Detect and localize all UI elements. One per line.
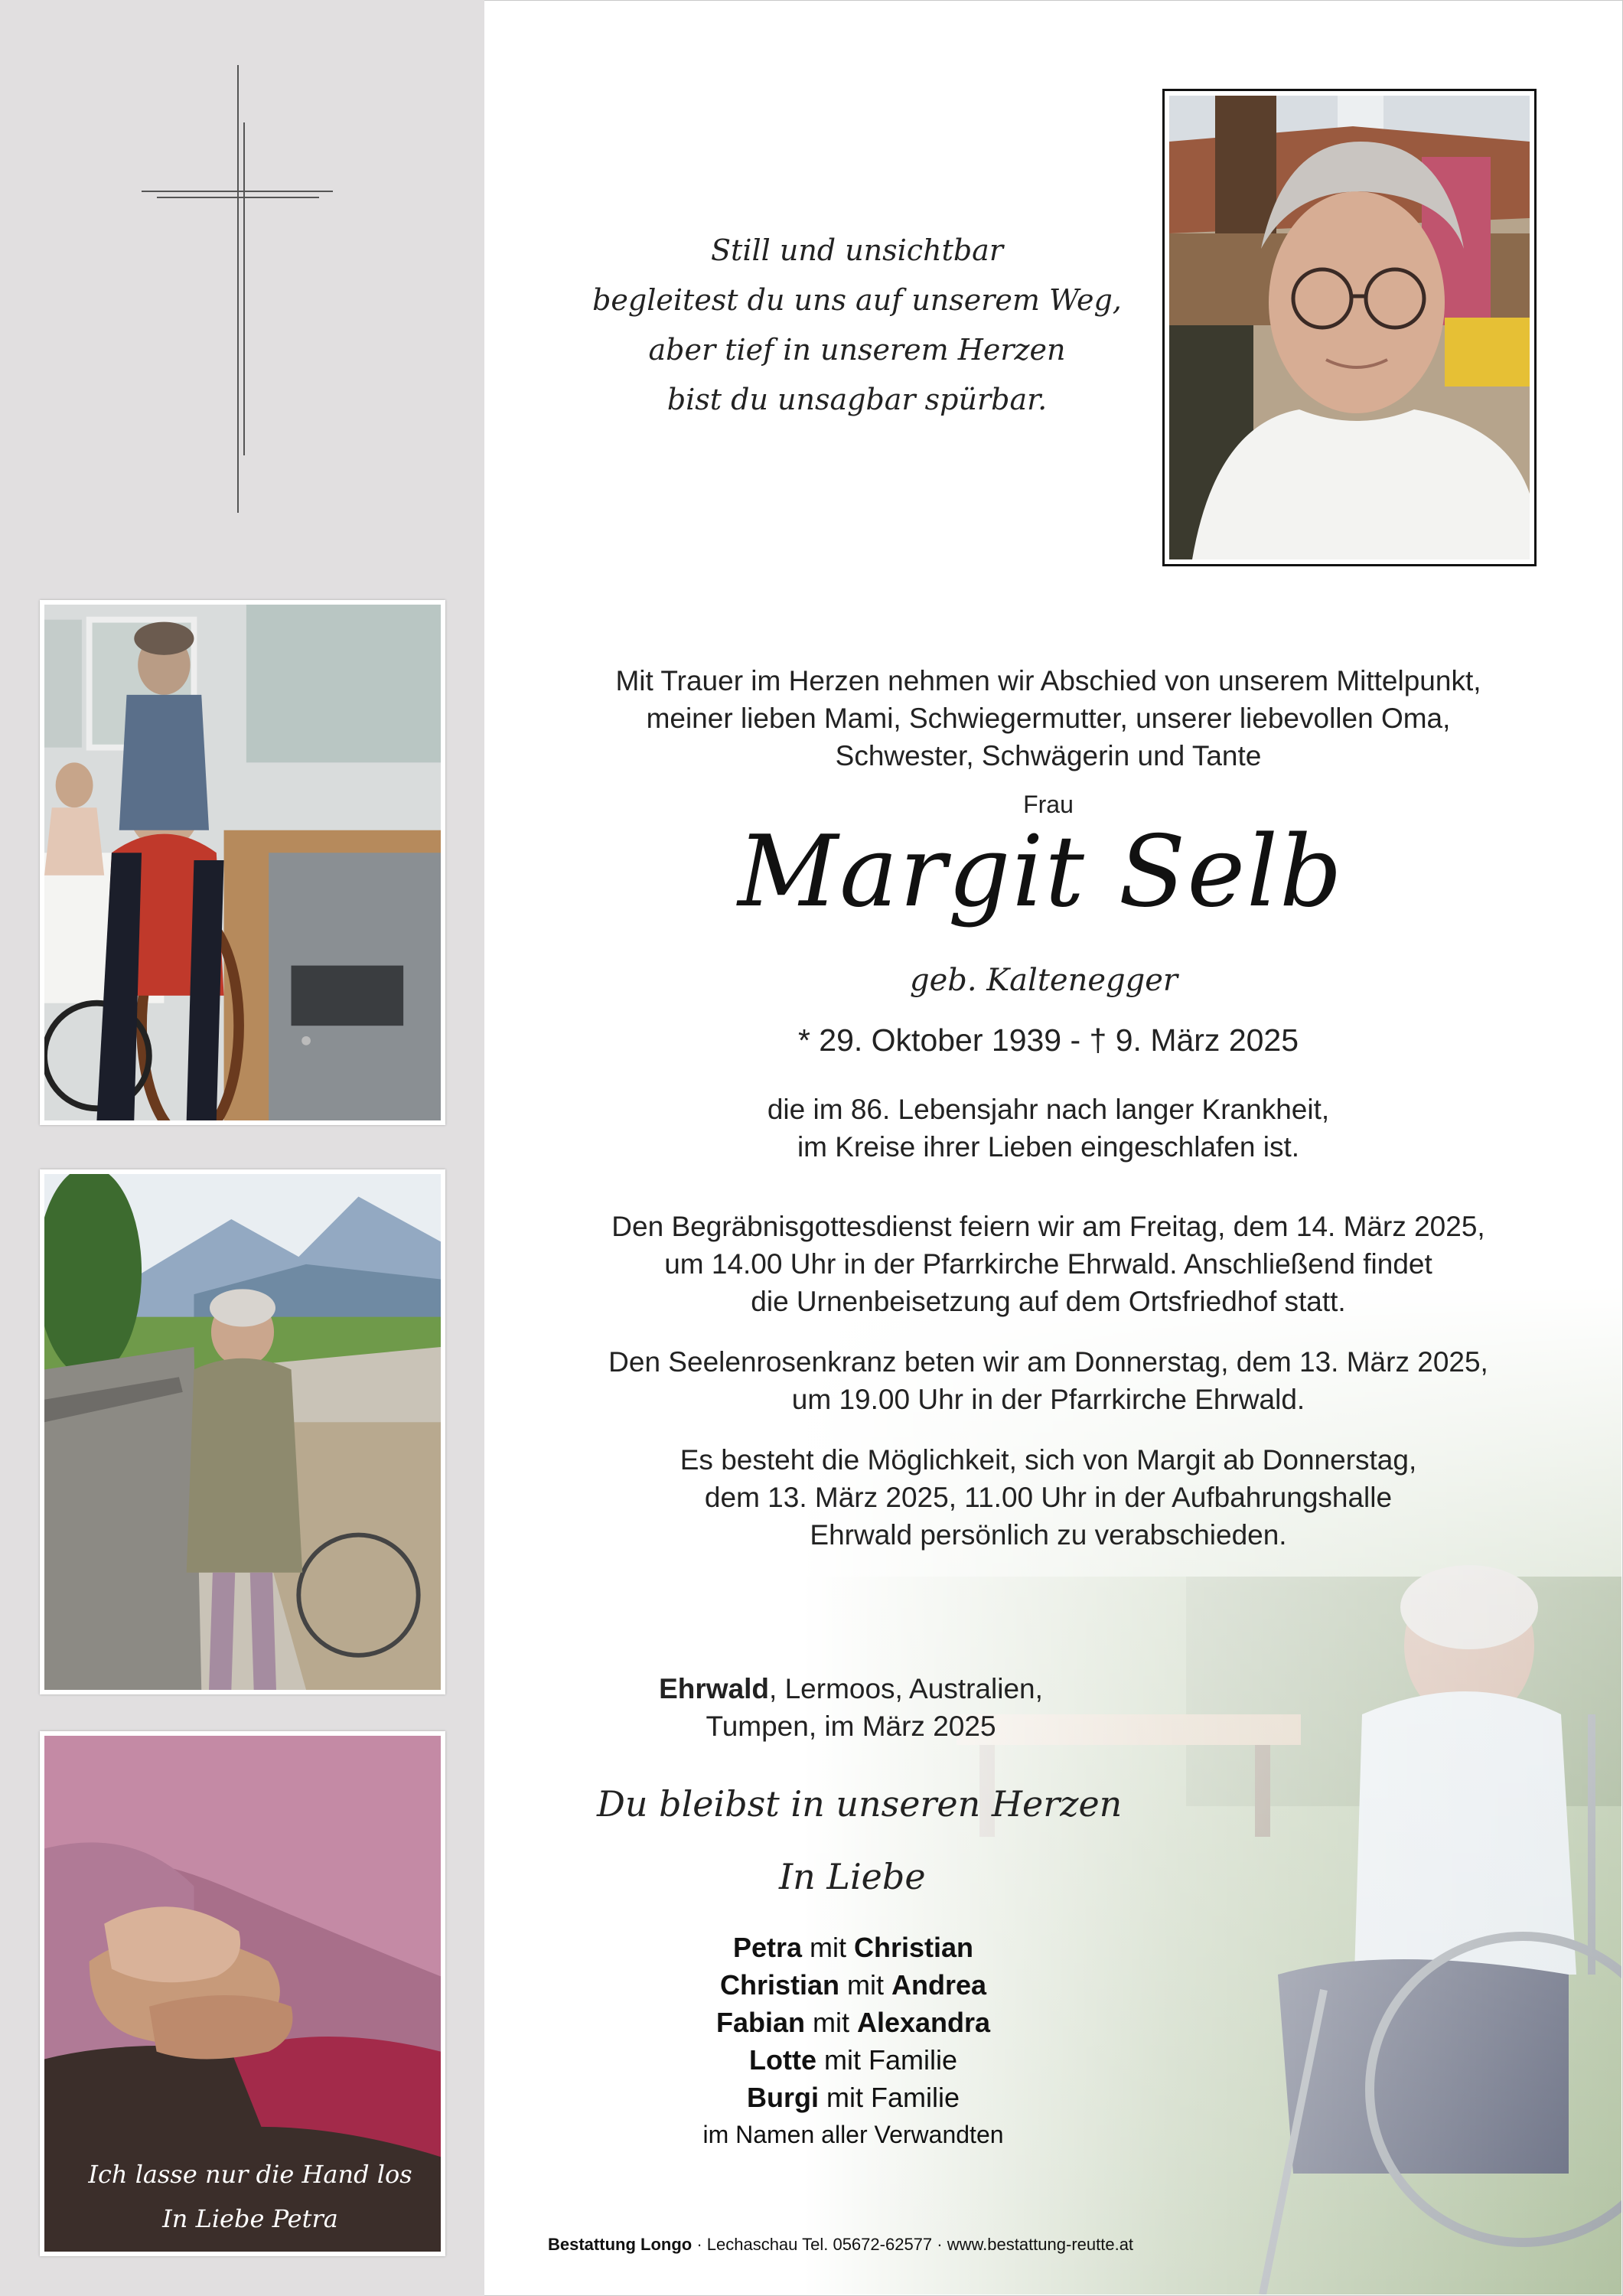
honorific: Frau bbox=[1023, 791, 1074, 818]
rosary-line: Den Seelenrosenkranz beten wir am Donnerstag, dem 13. März 2025, bbox=[608, 1346, 1488, 1378]
memorial-quote bbox=[582, 226, 1133, 425]
intro-line: meiner lieben Mami, Schwiegermutter, unserer liebevollen Oma, bbox=[646, 703, 1451, 734]
photo-caption-line2: In Liebe Petra bbox=[162, 2204, 338, 2233]
announcement-intro bbox=[566, 662, 1530, 775]
viewing-line: dem 13. März 2025, 11.00 Uhr in der Aufbahrungshalle bbox=[704, 1482, 1393, 1513]
maiden-name: geb. Kaltenegger bbox=[909, 963, 1178, 998]
viewing-info bbox=[566, 1441, 1530, 1554]
quote-line: aber tief in unserem Herzen bbox=[648, 333, 1066, 367]
undertaker-name: Bestattung Longo bbox=[548, 2235, 693, 2254]
places-and-date bbox=[598, 1670, 1103, 1745]
rosary-line: um 19.00 Uhr in der Pfarrkirche Ehrwald. bbox=[791, 1384, 1305, 1415]
life-dates: * 29. Oktober 1939 - † 9. März 2025 bbox=[797, 1022, 1299, 1058]
age-line: die im 86. Lebensjahr nach langer Krankheit, bbox=[767, 1094, 1330, 1125]
undertaker-footer bbox=[548, 2235, 1221, 2255]
quote-line: begleitest du uns auf unserem Weg, bbox=[592, 283, 1122, 317]
quote-line: Still und unsichtbar bbox=[711, 233, 1003, 267]
portrait-photo bbox=[1162, 89, 1537, 566]
service-line: um 14.00 Uhr in der Pfarrkirche Ehrwald. Anschließend findet bbox=[664, 1248, 1432, 1280]
signers-footer: im Namen aller Verwandten bbox=[702, 2121, 1004, 2148]
viewing-line: Es besteht die Möglichkeit, sich von Margit ab Donnerstag, bbox=[680, 1444, 1417, 1476]
rosary-prayer bbox=[566, 1343, 1530, 1418]
place-date: Tumpen, im März 2025 bbox=[706, 1711, 996, 1742]
place-others: , Lermoos, Australien, bbox=[769, 1673, 1043, 1704]
photo-boat-cabin bbox=[40, 600, 445, 1125]
funeral-service bbox=[566, 1208, 1530, 1320]
closing-love-line: In Liebe bbox=[779, 1856, 926, 1897]
service-line: die Urnenbeisetzung auf dem Ortsfriedhof statt. bbox=[751, 1286, 1346, 1317]
quote-line: bist du unsagbar spürbar. bbox=[666, 383, 1048, 416]
intro-line: Schwester, Schwägerin und Tante bbox=[835, 740, 1262, 771]
intro-line: Mit Trauer im Herzen nehmen wir Abschied von unserem Mittelpunkt, bbox=[615, 665, 1481, 696]
photo-caption-line1: Ich lasse nur die Hand los bbox=[88, 2160, 412, 2189]
place-primary: Ehrwald bbox=[659, 1673, 770, 1704]
photo-bridge-mountains bbox=[40, 1169, 445, 1694]
age-statement bbox=[566, 1091, 1530, 1166]
closing-heart-line: Du bleibst in unseren Herzen bbox=[597, 1783, 1123, 1825]
service-line: Den Begräbnisgottesdienst feiern wir am Freitag, dem 14. März 2025, bbox=[611, 1211, 1485, 1242]
signers-list bbox=[635, 1929, 1071, 2154]
deceased-name: Margit Selb bbox=[738, 815, 1344, 929]
undertaker-contact: · Lechaschau Tel. 05672-62577 · www.bestattung-reutte.at bbox=[692, 2235, 1134, 2254]
cross-icon bbox=[142, 65, 337, 513]
signer-row: Lotte mit Familie bbox=[749, 2044, 957, 2076]
signer-row: Christian mit Andrea bbox=[719, 1969, 987, 2001]
signer-row: Burgi mit Familie bbox=[746, 2082, 960, 2113]
signer-row: Petra mit Christian bbox=[732, 1932, 974, 1963]
viewing-line: Ehrwald persönlich zu verabschieden. bbox=[810, 1519, 1287, 1551]
signer-row: Fabian mit Alexandra bbox=[715, 2007, 991, 2038]
age-line: im Kreise ihrer Lieben eingeschlafen ist. bbox=[797, 1131, 1300, 1163]
